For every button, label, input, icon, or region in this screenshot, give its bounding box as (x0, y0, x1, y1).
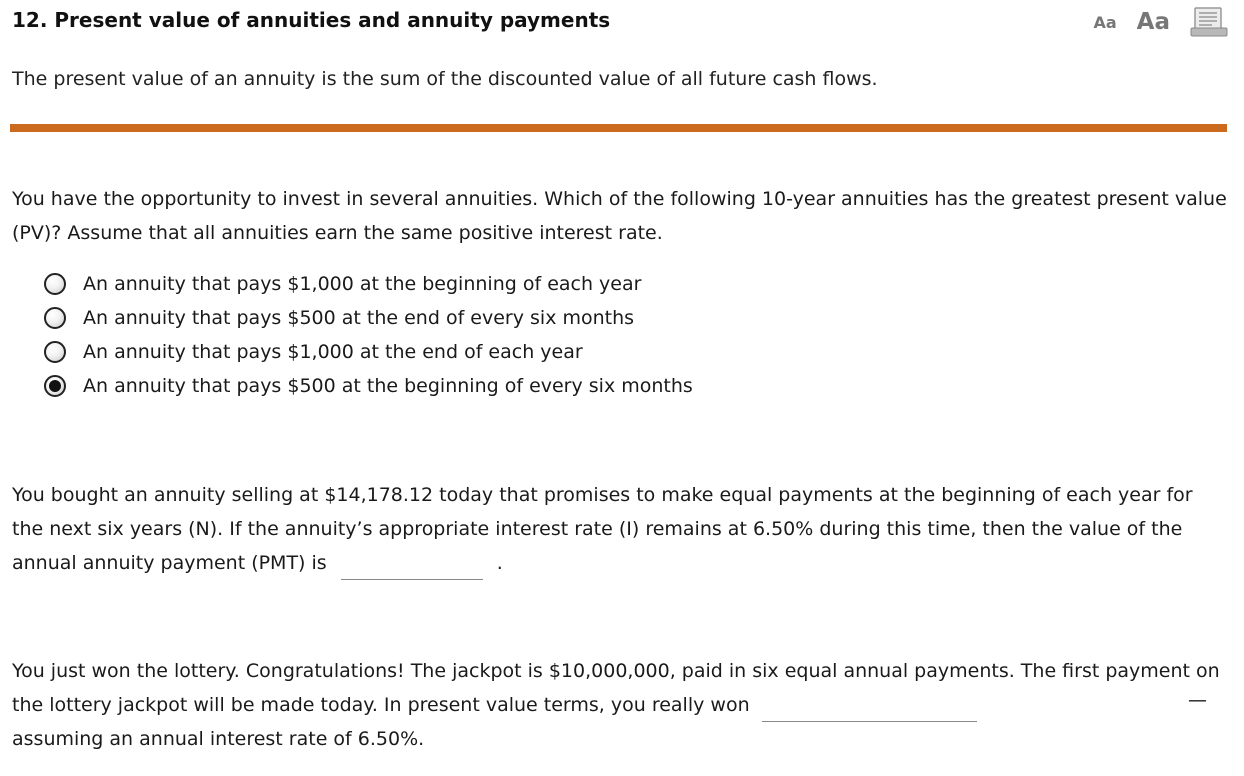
option-1-radio[interactable] (44, 273, 66, 295)
question3-text (12, 654, 1227, 756)
option-3-radio[interactable] (44, 341, 66, 363)
print-icon[interactable] (1190, 7, 1228, 37)
question3-text-before: You just won the lottery. Congratulations! The jackpot is $10,000,000, paid in six equal annual payments. The first payment on the lottery jackpot will be made today. In present value terms, you really won (12, 660, 1220, 716)
question1-text: You have the opportunity to invest in several annuities. Which of the following 10-year annuities has the greatest present value (PV)? Assume that all annuities earn the same positive interest rate. (12, 188, 1227, 244)
option-3-label: An annuity that pays $1,000 at the end of each year (83, 341, 583, 363)
toolbar (1093, 6, 1228, 38)
option-3[interactable] (44, 335, 944, 369)
intro-text: The present value of an annuity is the sum of the discounted value of all future cash flows. (12, 68, 878, 90)
option-2-label: An annuity that pays $500 at the end of every six months (83, 307, 635, 329)
option-2[interactable] (44, 301, 944, 335)
annuity-options (44, 267, 944, 403)
option-1-label: An annuity that pays $1,000 at the beginning of each year (83, 273, 642, 295)
option-4-radio[interactable] (44, 375, 66, 397)
section-divider (10, 124, 1227, 132)
decrease-font-button[interactable]: Aa (1093, 12, 1117, 32)
question2-text-after: . (496, 552, 503, 574)
lottery-pv-answer-dropdown[interactable] (762, 693, 977, 722)
option-1[interactable] (44, 267, 944, 301)
question2-text-before: You bought an annuity selling at $14,178.12 today that promises to make equal payments at the beginning of each year for the next six years (N). If the annuity’s appropriate interest rate (I) remains at 6.50% during this time, then the value of the annual annuity payment (PMT) is (12, 484, 1193, 574)
question2-text (12, 478, 1227, 580)
question3-text-after: assuming an annual interest rate of 6.50%. (12, 728, 425, 750)
pmt-answer-dropdown[interactable] (341, 551, 483, 580)
increase-font-button[interactable]: Aa (1136, 9, 1170, 35)
option-4[interactable] (44, 369, 944, 403)
question-title: 12. Present value of annuities and annuity payments (12, 8, 611, 32)
question-header (12, 6, 1232, 36)
question3-dash: — (1188, 689, 1207, 711)
option-4-label: An annuity that pays $500 at the beginning of every six months (83, 375, 693, 397)
option-2-radio[interactable] (44, 307, 66, 329)
